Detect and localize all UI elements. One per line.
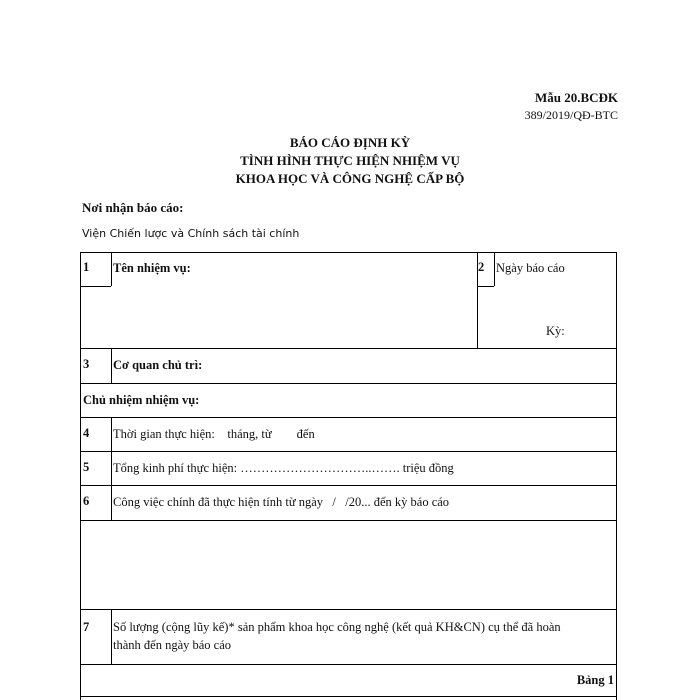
row-divider [80, 609, 617, 610]
row-divider [80, 348, 617, 349]
table-border-top [80, 252, 617, 253]
task-name-label: Tên nhiệm vụ: [113, 261, 191, 275]
num1-box-right [111, 252, 112, 286]
duration-label: Thời gian thực hiện: tháng, từ đến [113, 427, 315, 441]
col-divider [111, 609, 112, 664]
row-number: 1 [83, 260, 90, 274]
form-code: Mẫu 20.BCĐK [534, 90, 618, 105]
row-divider [80, 485, 617, 486]
recipient-label: Nơi nhận báo cáo: [82, 200, 184, 215]
table-border-right [616, 252, 617, 700]
num1-box-bottom [80, 286, 111, 287]
row-number: 3 [83, 357, 90, 371]
main-work-label: Công việc chính đã thực hiện tính từ ngày / /20... đến kỳ báo cáo [113, 495, 450, 509]
col-divider [111, 348, 112, 383]
num2-box-right [494, 252, 495, 286]
row-number: 6 [83, 494, 90, 508]
report-date-label: Ngày báo cáo [496, 261, 565, 275]
table-1-label: Bảng 1 [576, 673, 614, 687]
task-leader-label: Chủ nhiệm nhiệm vụ: [83, 393, 200, 407]
host-agency-label: Cơ quan chủ trì: [113, 358, 203, 372]
report-title-line1: BÁO CÁO ĐỊNH KỲ [289, 135, 411, 150]
row-divider [80, 451, 617, 452]
product-count-label-line2: thành đến ngày báo cáo [113, 638, 232, 652]
row-divider [80, 383, 617, 384]
total-budget-label: Tổng kinh phí thực hiện: …………………………..……. triệu đồng [113, 461, 454, 475]
report-title-line2: TÌNH HÌNH THỰC HIỆN NHIỆM VỤ [240, 153, 460, 168]
product-count-label-line1: Số lượng (cộng lũy kế)* sản phẩm khoa học công nghệ (kết quả KH&CN) cụ thể đã hoàn [113, 620, 561, 634]
period-label: Kỳ: [546, 324, 565, 338]
report-title-line3: KHOA HỌC VÀ CÔNG NGHỆ CẤP BỘ [235, 171, 465, 186]
row-number: 7 [83, 620, 90, 634]
row-divider [80, 664, 617, 665]
row-number: 5 [83, 460, 90, 474]
decision-number: 389/2019/QĐ-BTC [524, 108, 618, 122]
col-divider [111, 417, 112, 520]
table-border-left [80, 252, 81, 700]
num2-box-bottom [477, 286, 494, 287]
recipient-value: Viện Chiến lược và Chính sách tài chính [82, 227, 300, 240]
row-number: 4 [83, 426, 90, 440]
row-divider [80, 520, 617, 521]
row-divider [80, 417, 617, 418]
row-number: 2 [478, 260, 485, 274]
row-divider [80, 696, 617, 697]
